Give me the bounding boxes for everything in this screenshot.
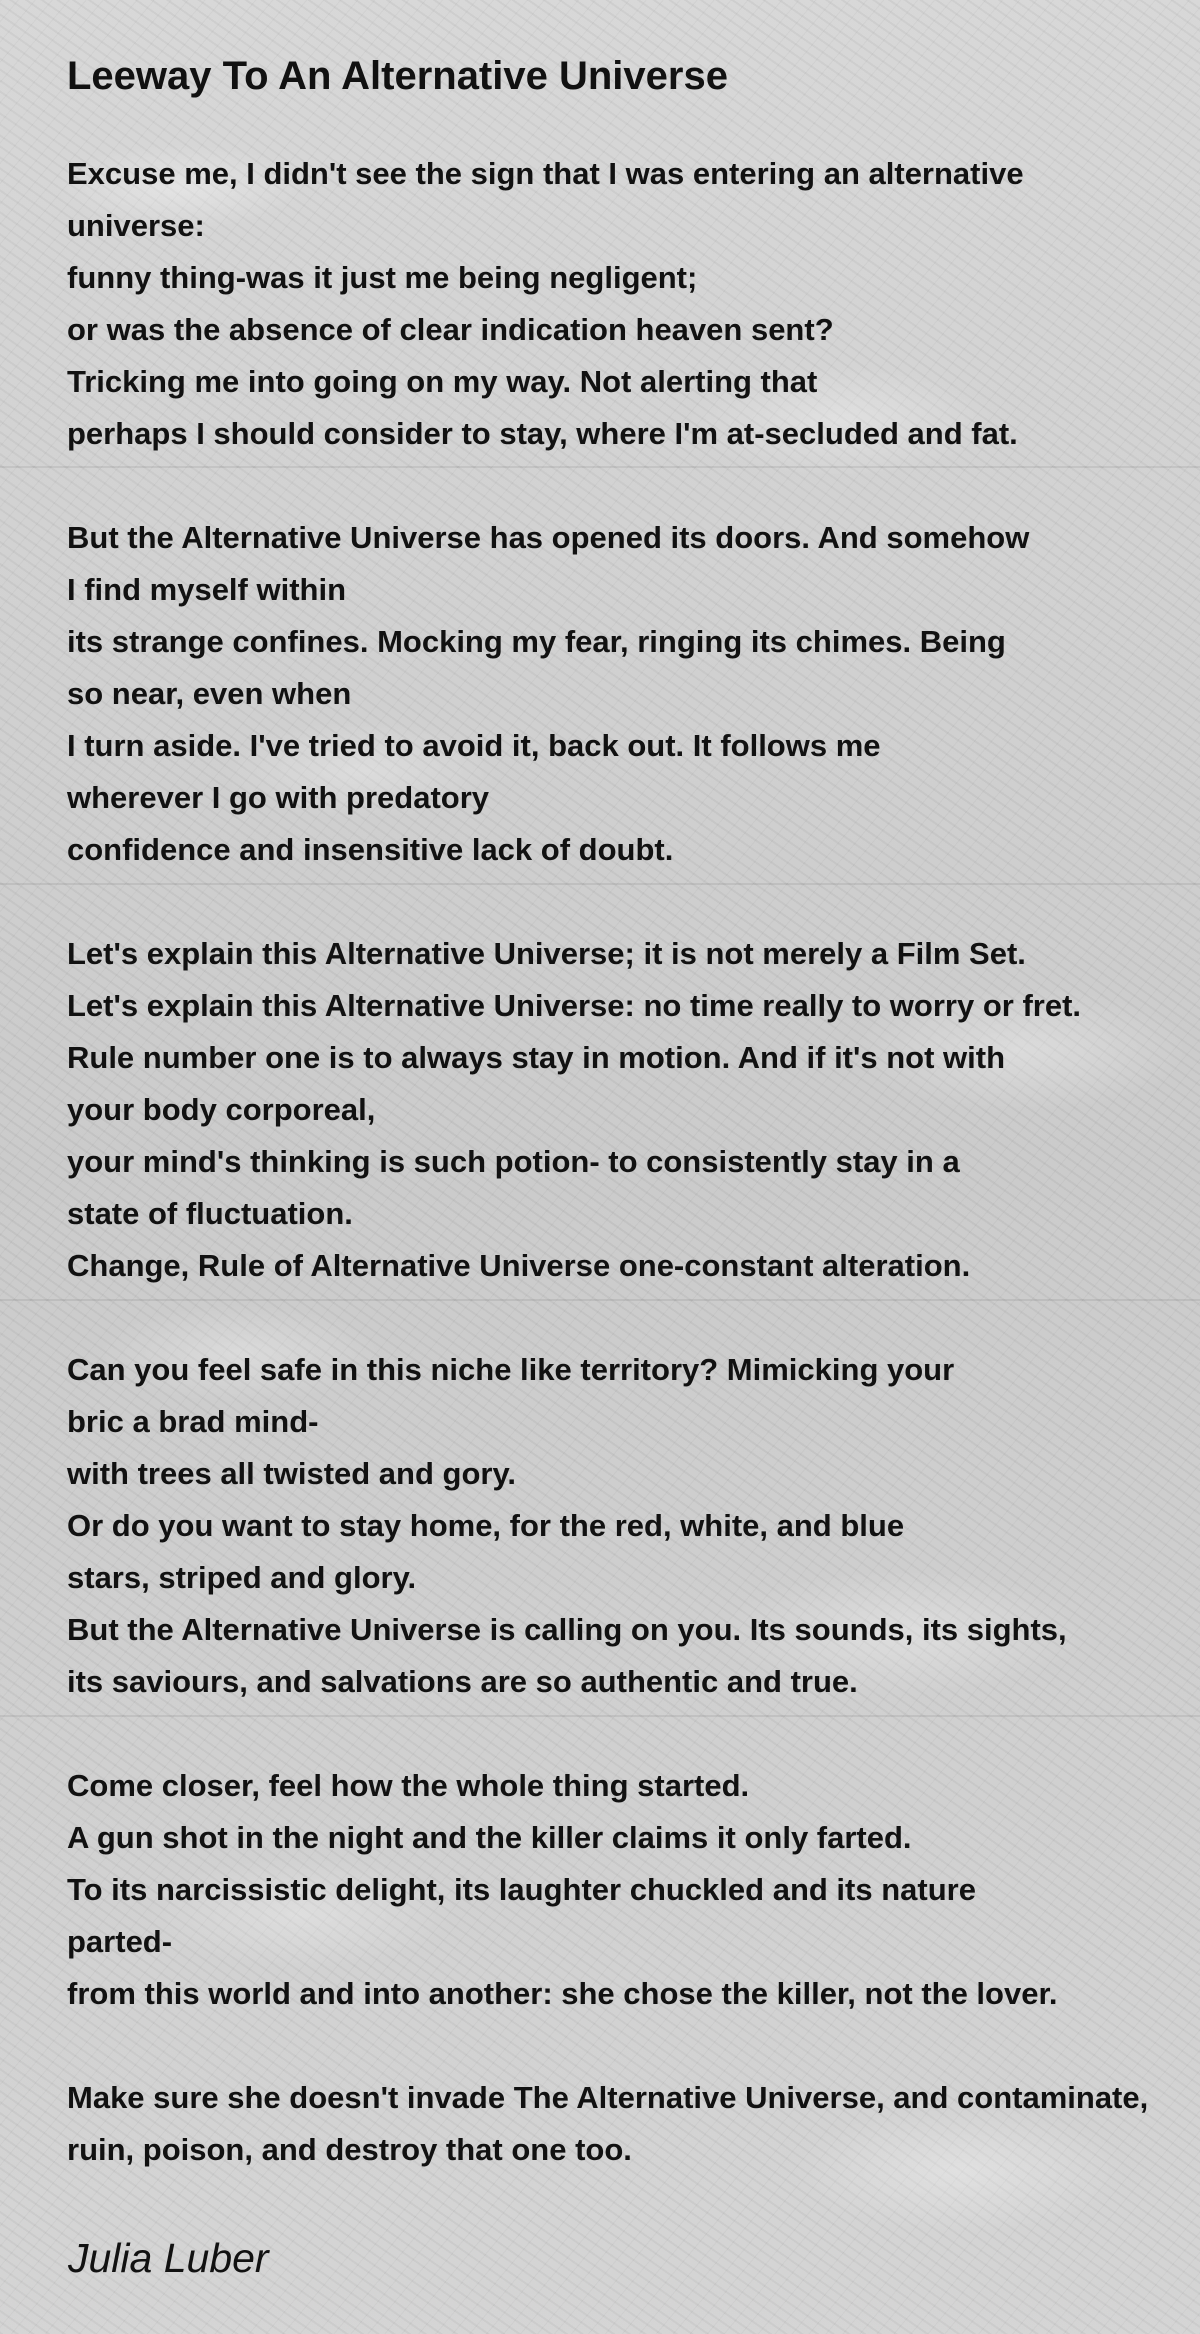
poem-line: parted- (67, 1924, 173, 1959)
poem-line: your body corporeal, (67, 1092, 376, 1127)
poem-title: Leeway To An Alternative Universe (67, 54, 728, 98)
background-seam (0, 1715, 1200, 1717)
poem-line: or was the absence of clear indication heaven sent? (67, 312, 834, 347)
poem-line: universe: (67, 208, 205, 243)
poem-line: so near, even when (67, 676, 352, 711)
poem-line: Change, Rule of Alternative Universe one-constant alteration. (67, 1248, 971, 1283)
poem-line: its saviours, and salvations are so authentic and true. (67, 1664, 858, 1699)
poem-line: perhaps I should consider to stay, where I'm at-secluded and fat. (67, 416, 1018, 451)
poem-line: A gun shot in the night and the killer claims it only farted. (67, 1820, 912, 1855)
stanza-4 (67, 1344, 1200, 1708)
poem-line: Excuse me, I didn't see the sign that I was entering an alternative (67, 156, 1024, 191)
poem-line: ruin, poison, and destroy that one too. (67, 2132, 632, 2167)
poem-line: But the Alternative Universe is calling on you. Its sounds, its sights, (67, 1612, 1067, 1647)
stanza-1 (67, 148, 1200, 460)
poem-line: Can you feel safe in this niche like territory? Mimicking your (67, 1352, 955, 1387)
poem-line: from this world and into another: she chose the killer, not the lover. (67, 1976, 1058, 2011)
poem-line: I find myself within (67, 572, 347, 607)
poem-line: But the Alternative Universe has opened its doors. And somehow (67, 520, 1030, 555)
poem-line: with trees all twisted and gory. (67, 1456, 517, 1491)
poem-line: Make sure she doesn't invade The Alternative Universe, and contaminate, (67, 2080, 1149, 2115)
background-seam (0, 466, 1200, 468)
poem-line: Let's explain this Alternative Universe: no time really to worry or fret. (67, 988, 1082, 1023)
stanza-6 (67, 2072, 1200, 2176)
background-seam (0, 1299, 1200, 1301)
stanza-2 (67, 512, 1200, 876)
poem-line: Or do you want to stay home, for the red, white, and blue (67, 1508, 905, 1543)
poem-line: Tricking me into going on my way. Not alerting that (67, 364, 818, 399)
poem-line: stars, striped and glory. (67, 1560, 417, 1595)
poem-line: confidence and insensitive lack of doubt. (67, 832, 674, 867)
poem-author: Julia Luber (68, 2235, 269, 2281)
poem-line: bric a brad mind- (67, 1404, 319, 1439)
poem-line: To its narcissistic delight, its laughter chuckled and its nature (67, 1872, 976, 1907)
poem-line: funny thing-was it just me being negligent; (67, 260, 698, 295)
poem-line: Let's explain this Alternative Universe; it is not merely a Film Set. (67, 936, 1026, 971)
stanza-3 (67, 928, 1200, 1292)
poem-line: Rule number one is to always stay in motion. And if it's not with (67, 1040, 1006, 1075)
stanza-5 (67, 1760, 1200, 2020)
poem-line: state of fluctuation. (67, 1196, 353, 1231)
poem-line: I turn aside. I've tried to avoid it, back out. It follows me (67, 728, 881, 763)
poem-line: its strange confines. Mocking my fear, ringing its chimes. Being (67, 624, 1006, 659)
poem-line: Come closer, feel how the whole thing started. (67, 1768, 750, 1803)
poem-line: wherever I go with predatory (67, 780, 490, 815)
poem-line: your mind's thinking is such potion- to consistently stay in a (67, 1144, 960, 1179)
background-seam (0, 883, 1200, 885)
